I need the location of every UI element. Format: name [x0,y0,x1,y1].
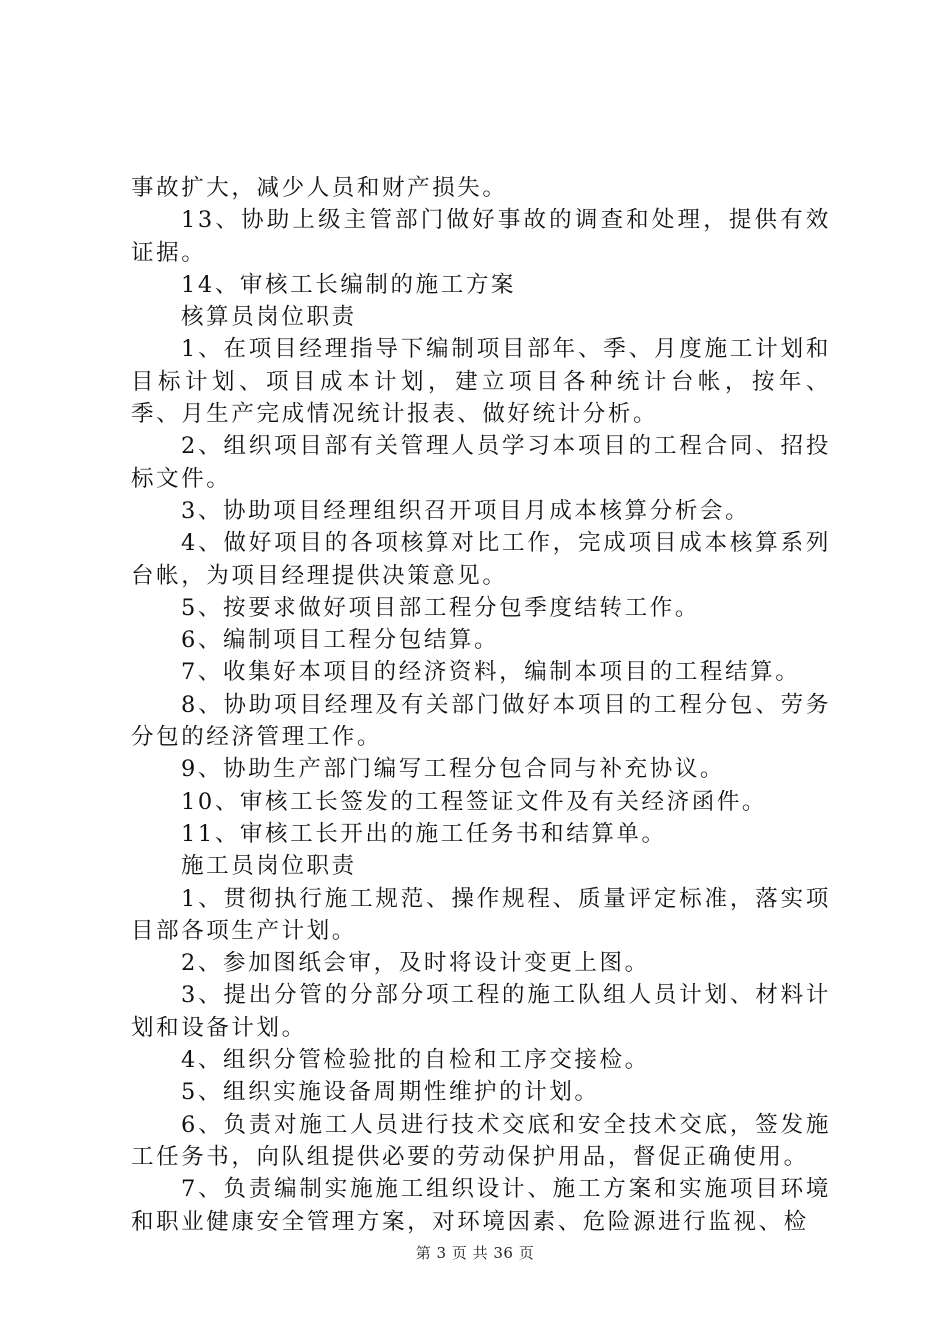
paragraph-item: 1、在项目经理指导下编制项目部年、季、月度施工计划和目标计划、项目成本计划，建立项目各种统计台帐，按年、季、月生产完成情况统计报表、做好统计分析。 [131,336,831,428]
document-body [131,172,831,1238]
paragraph-item: 4、做好项目的各项核算对比工作，完成项目成本核算系列台帐，为项目经理提供决策意见。 [131,530,831,589]
paragraph-item: 4、组织分管检验批的自检和工序交接检。 [181,1047,650,1074]
paragraph-item: 8、协助项目经理及有关部门做好本项目的工程分包、劳务分包的经济管理工作。 [131,691,831,751]
paragraph-item: 2、组织项目部有关管理人员学习本项目的工程合同、招投标文件。 [131,433,831,492]
paragraph-item: 9、协助生产部门编写工程分包合同与补充协议。 [181,756,726,783]
section-heading-construction: 施工员岗位职责 [181,853,357,880]
paragraph-item-14: 14、审核工长编制的施工方案 [181,271,517,298]
paragraph-item: 6、编制项目工程分包结算。 [181,627,500,654]
paragraph-item: 3、提出分管的分部分项工程的施工队组人员计划、材料计划和设备计划。 [131,982,831,1041]
paragraph-item: 1、贯彻执行施工规范、操作规程、质量评定标准，落实项目部各项生产计划。 [131,885,831,944]
paragraph-item: 5、组织实施设备周期性维护的计划。 [181,1079,600,1106]
paragraph-item: 11、审核工长开出的施工任务书和结算单。 [181,820,667,847]
paragraph-item: 7、收集好本项目的经济资料，编制本项目的工程结算。 [181,659,801,686]
paragraph-item: 2、参加图纸会审，及时将设计变更上图。 [181,950,650,977]
paragraph-item: 7、负责编制实施施工组织设计、施工方案和实施项目环境和职业健康安全管理方案，对环境因素、危险源进行监视、检 [131,1176,831,1235]
paragraph-item: 5、按要求做好项目部工程分包季度结转工作。 [181,594,700,621]
page-number-footer: 第 3 页 共 36 页 [415,1244,535,1262]
paragraph-item-13: 13、协助上级主管部门做好事故的调查和处理，提供有效证据。 [131,207,831,266]
paragraph-item: 3、协助项目经理组织召开项目月成本核算分析会。 [181,497,751,524]
paragraph-item: 10、审核工长签发的工程签证文件及有关经济函件。 [181,788,768,815]
paragraph-continuation: 事故扩大，减少人员和财产损失。 [131,175,508,201]
paragraph-item: 6、负责对施工人员进行技术交底和安全技术交底，签发施工任务书，向队组提供必要的劳动保护用品，督促正确使用。 [131,1111,831,1170]
section-heading-accountant: 核算员岗位职责 [181,304,357,331]
